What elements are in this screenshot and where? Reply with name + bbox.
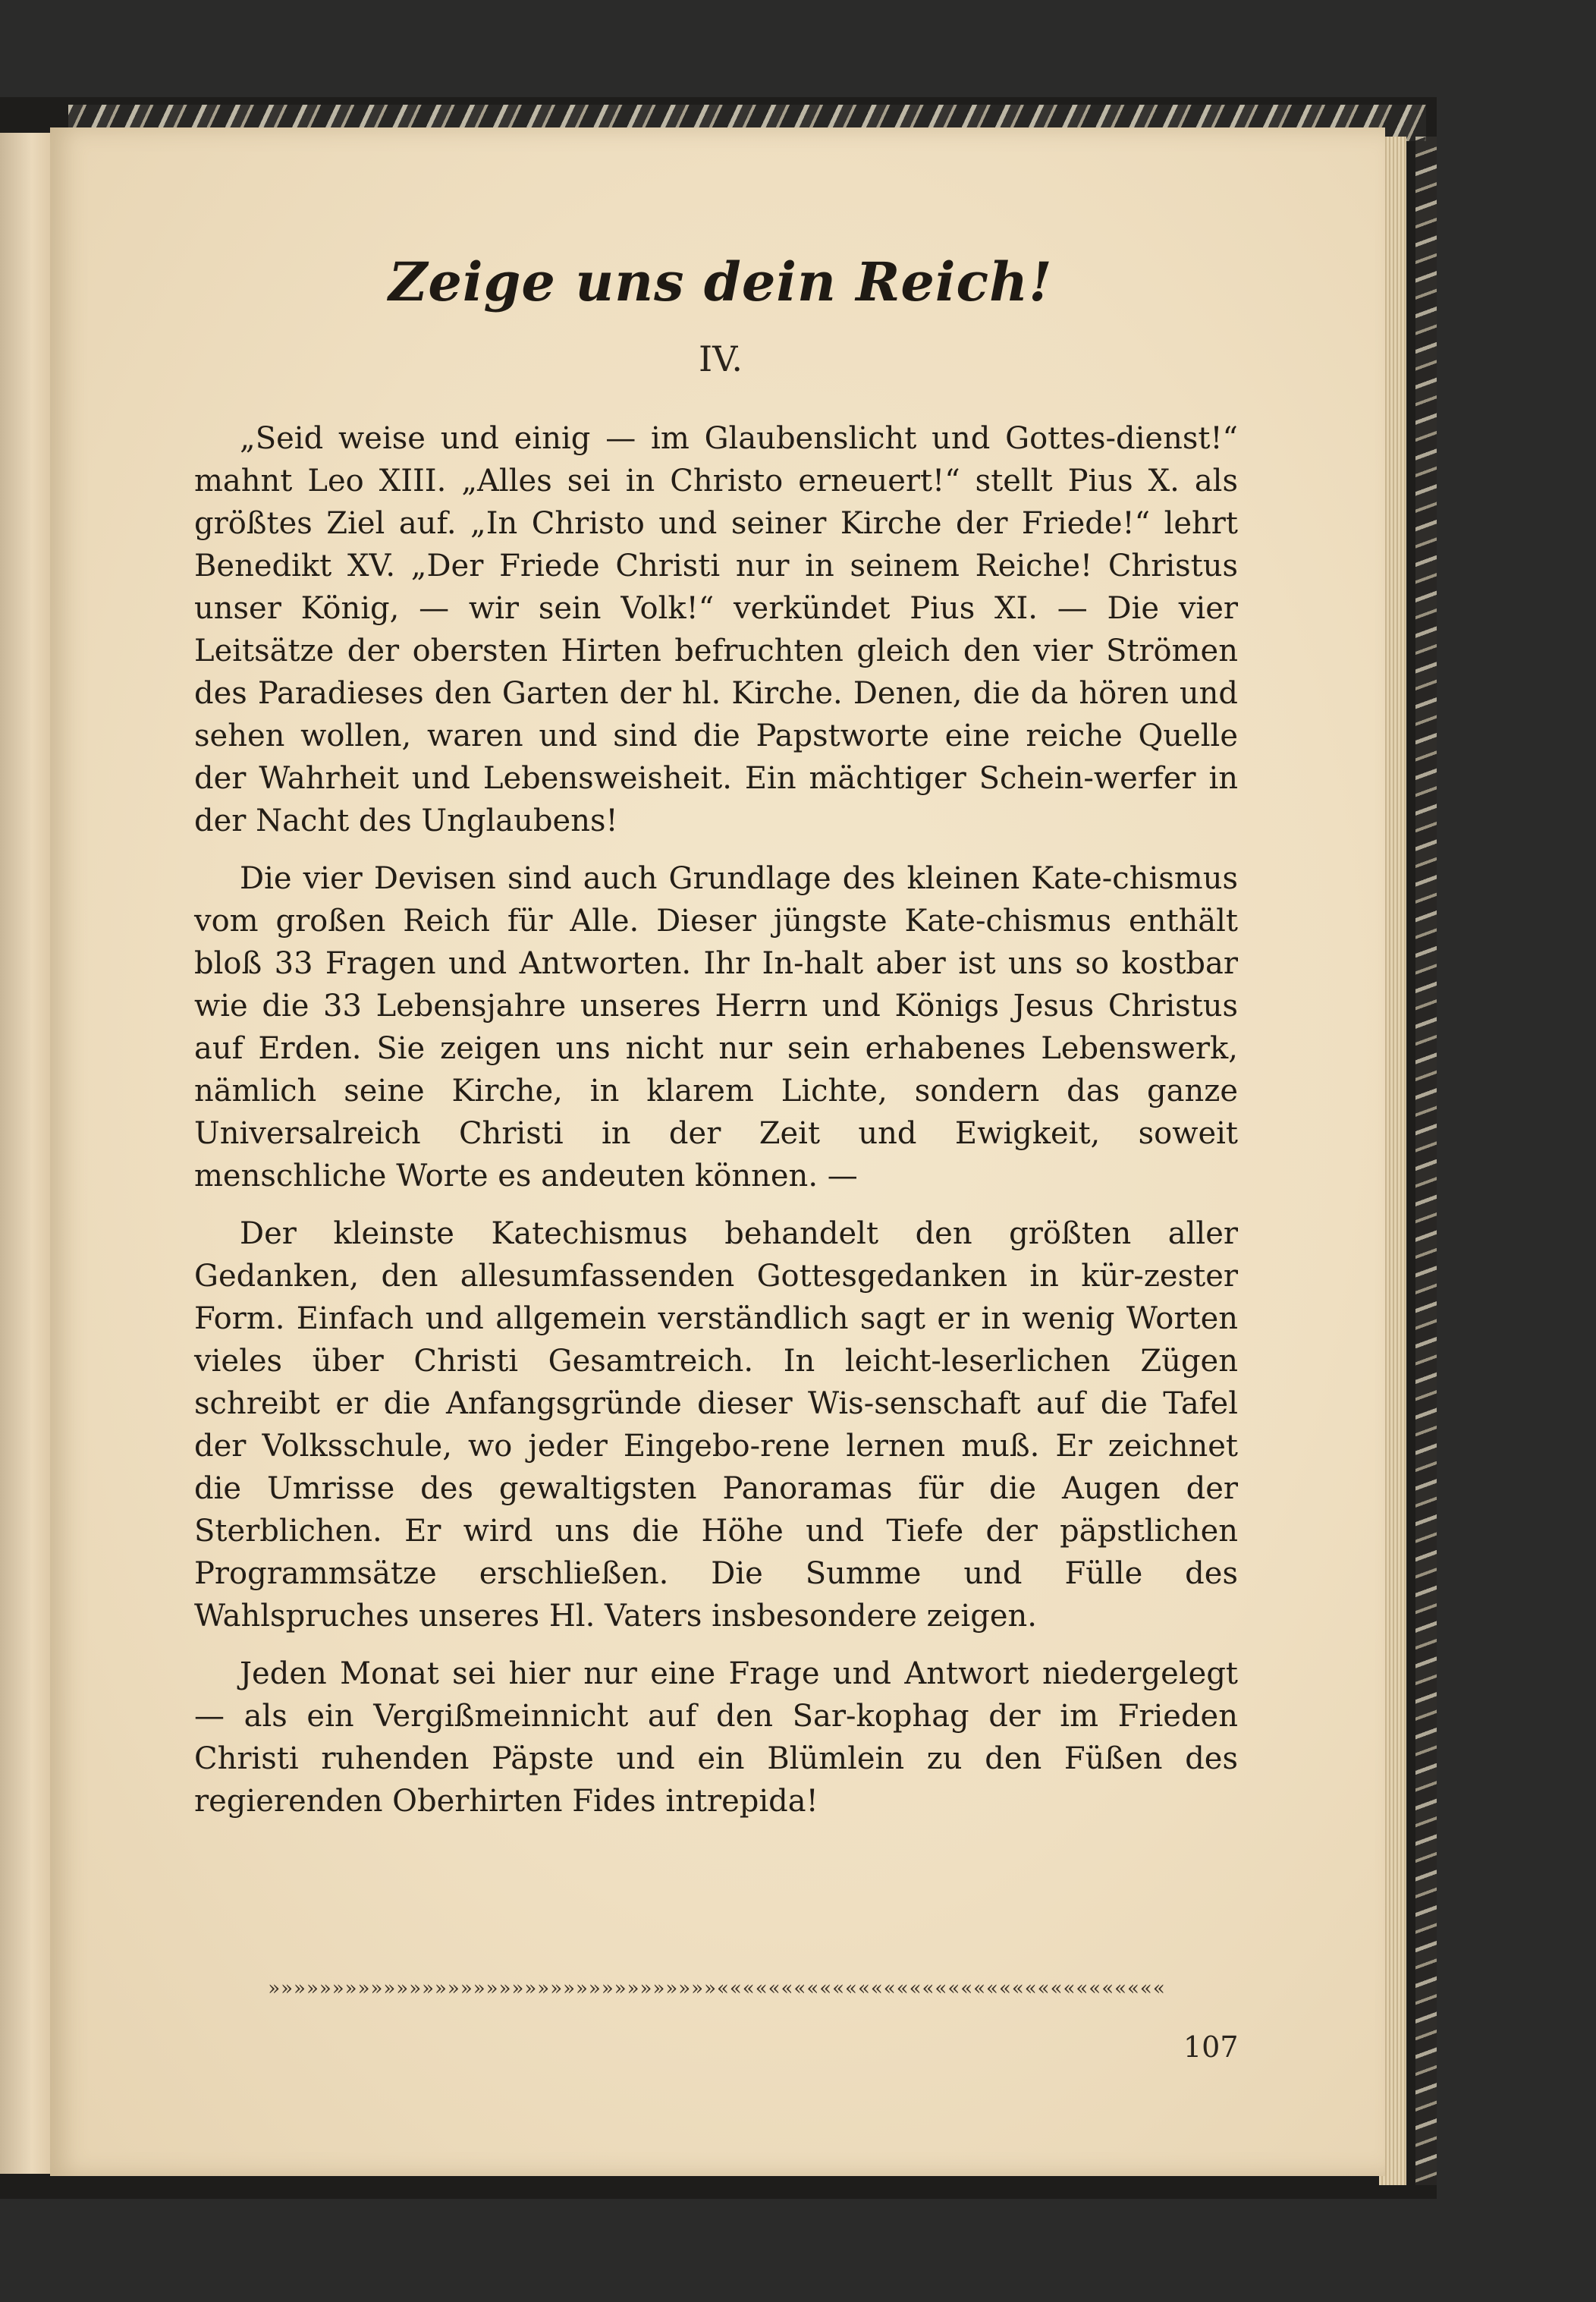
page-number: 107 <box>1183 2030 1239 2064</box>
left-page-edge <box>0 133 55 2174</box>
marbled-edge-right <box>1415 137 1437 2185</box>
paragraph: Der kleinste Katechismus behandelt den größten aller Gedanken, den allesumfassenden Gottesgedanken in kür-zester Form. Einfach und allgemein verständlich sagt er in wenig Worten vieles über Christi Gesamtreich. In leicht-leserlichen Zügen schreibt er die Anfangsgründe dieser Wis-senschaft auf die Tafel der Volksschule, wo jeder Eingebo-rene lernen muß. Er zeichnet die Umrisse des gewaltigsten Panoramas für die Augen der Sterblichen. Er wird uns die Höhe und Tiefe der päpstlichen Programmsätze erschließen. Die Summe und Fülle des Wahlspruches unseres Hl. Vaters insbesondere zeigen. <box>194 1216 1238 1634</box>
body-text <box>194 417 1238 1822</box>
chapter-number: IV. <box>699 338 743 379</box>
decorative-divider: »»»»»»»»»»»»»»»»»»»»»»»»»»»»»»»»»»»««««««««««««««««««««««««««««««««««« <box>268 1977 1166 2000</box>
paragraph: Die vier Devisen sind auch Grundlage des kleinen Kate-chismus vom großen Reich für Alle. Dieser jüngste Kate-chismus enthält bloß 33 Fragen und Antworten. Ihr In-halt aber ist uns so kostbar wie die 33 Lebensjahre unseres Herrn und Königs Jesus Christus auf Erden. Sie zeigen uns nicht nur sein erhabenes Lebenswerk, nämlich seine Kirche, in klarem Lichte, sondern das ganze Universalreich Christi in der Zeit und Ewigkeit, soweit menschliche Worte es andeuten können. — <box>194 861 1238 1193</box>
paragraph: Jeden Monat sei hier nur eine Frage und Antwort niedergelegt — als ein Vergißmeinnicht auf den Sar-kophag der im Frieden Christi ruhenden Päpste und ein Blümlein zu den Füßen des regierenden Oberhirten Fides intrepida! <box>194 1656 1238 1819</box>
page-title: Zeige uns dein Reich! <box>388 250 1053 313</box>
paragraph: „Seid weise und einig — im Glaubenslicht und Gottes-dienst!“ mahnt Leo XIII. „Alles sei in Christo erneuert!“ stellt Pius X. als größtes Ziel auf. „In Christo und seiner Kirche der Friede!“ lehrt Benedikt XV. „Der Friede Christi nur in seinem Reiche! Christus unser König, — wir sein Volk!“ verkündet Pius XI. — Die vier Leitsätze der obersten Hirten befruchten gleich den vier Strömen des Paradieses den Garten der hl. Kirche. Denen, die da hören und sehen wollen, waren und sind die Papstworte eine reiche Quelle der Wahrheit und Lebensweisheit. Ein mächtiger Schein-werfer in der Nacht des Unglaubens! <box>194 421 1238 838</box>
